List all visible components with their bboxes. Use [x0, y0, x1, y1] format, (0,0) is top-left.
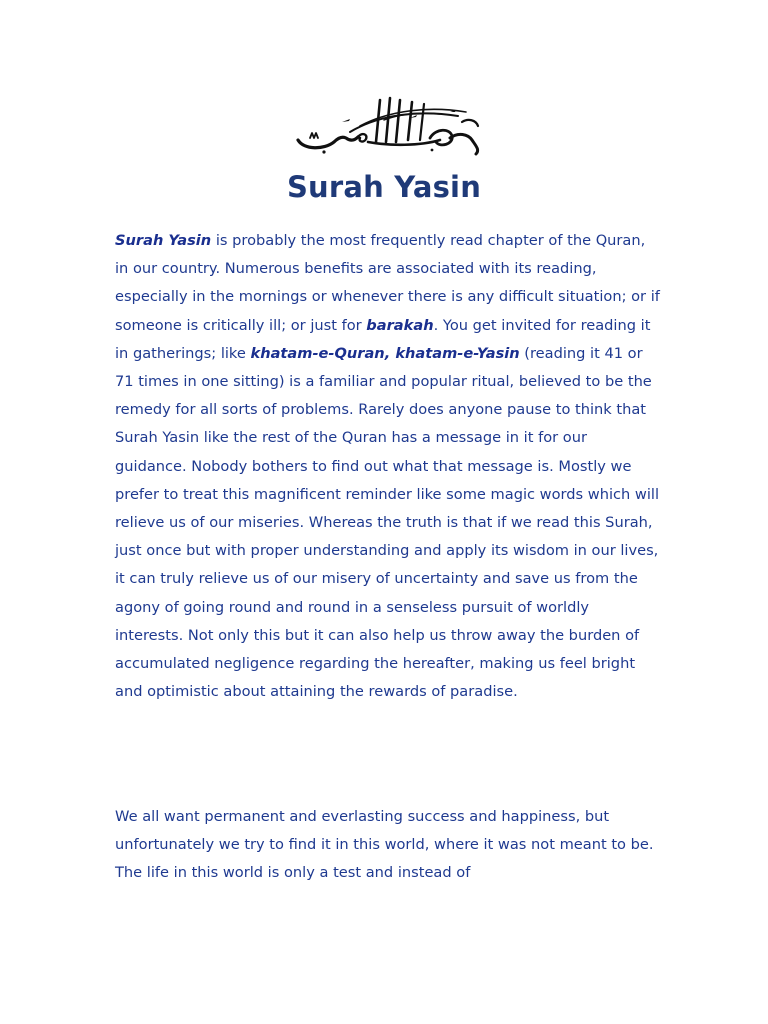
calligraphy-graphic	[290, 92, 486, 158]
emphasized-term-khatam: khatam-e-Quran, khatam-e-Yasin	[250, 344, 520, 362]
body-paragraph-1	[115, 227, 660, 706]
paragraph-1-text-segment-1: is probably the most frequently read chapter of the Quran, in our country. Numerous benefits are associated with its reading, especially in the mornings or whenever there is any difficult situation; or if someone is critically ill; or just for	[115, 232, 660, 334]
emphasized-term-surah-yasin: Surah Yasin	[115, 232, 212, 249]
paragraph-1-text-segment-2: . You get invited for reading it in gatherings; like	[115, 316, 651, 362]
body-paragraph-2: We all want permanent and everlasting success and happiness, but unfortunately we try to find it in this world, where it was not meant to be. The life in this world is only a test and instead of	[115, 808, 654, 882]
bismillah-calligraphy	[290, 92, 486, 158]
paragraph-1-text-segment-3: (reading it 41 or 71 times in one sitting) is a familiar and popular ritual, believed to be the remedy for all sorts of problems. Rarely does anyone pause to think that Surah Yasin like the rest of the Quran has a message in it for our guidance. Nobody bothers to find out what that message is. Mostly we prefer to treat this magnificent reminder like some magic words which will relieve us of our miseries. Whereas the truth is that if we read this Surah, just once but with proper understanding and apply its wisdom in our lives, it can truly relieve us of our misery of uncertainty and save us from the agony of going round and round in a senseless pursuit of worldly interests. Not only this but it can also help us throw away the burden of accumulated negligence regarding the hereafter, making us feel bright and optimistic about attaining the rewards of paradise.	[115, 344, 660, 701]
emphasized-term-barakah: barakah	[366, 316, 434, 334]
page-title: Surah Yasin	[286, 170, 482, 204]
